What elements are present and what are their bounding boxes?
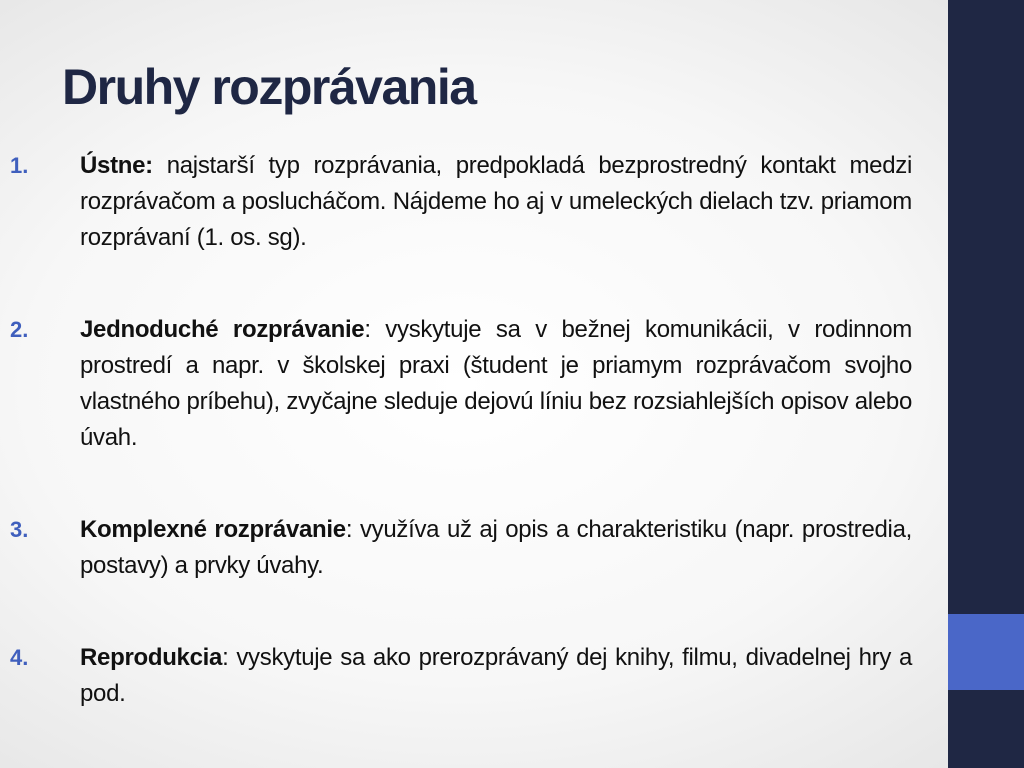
list-item-description: : vyskytuje sa v bežnej komunikácii, v rodinnom prostredí a napr. v školskej praxi (študent je priamym rozprávačom svojho vlastného príbehu), zvyčajne sleduje dejovú líniu bez rozsiahlejších opisov alebo úvah. [80, 316, 912, 451]
list-item-term: Jednoduché rozprávanie [80, 316, 365, 343]
list-item-term: Reprodukcia [80, 644, 223, 671]
list-item-term: Komplexné rozprávanie [80, 516, 346, 543]
sidebar-accent-block [948, 614, 1024, 690]
list-item-text [80, 512, 912, 584]
list-item-text [80, 640, 912, 712]
list-item-number: 1. [10, 153, 29, 178]
list-item-term: Ústne: [80, 152, 153, 179]
list-item-number: 2. [10, 317, 29, 342]
list-item-description: : vyskytuje sa ako prerozprávaný dej knihy, filmu, divadelnej hry a pod. [80, 644, 912, 707]
list-item-number: 4. [10, 645, 29, 670]
list-item-number: 3. [10, 517, 29, 542]
decorative-sidebar [948, 0, 1024, 768]
list-item-description: : využíva už aj opis a charakteristiku (napr. prostredia, postavy) a prvky úvahy. [80, 516, 912, 579]
slide-title: Druhy rozprávania [62, 59, 476, 115]
list-item-text [80, 148, 912, 256]
list-item-text [80, 312, 912, 456]
list-item-description: najstarší typ rozprávania, predpokladá bezprostredný kontakt medzi rozprávačom a poslucháčom. Nájdeme ho aj v umeleckých dielach tzv. priamom rozprávaní (1. os. sg). [80, 152, 912, 251]
